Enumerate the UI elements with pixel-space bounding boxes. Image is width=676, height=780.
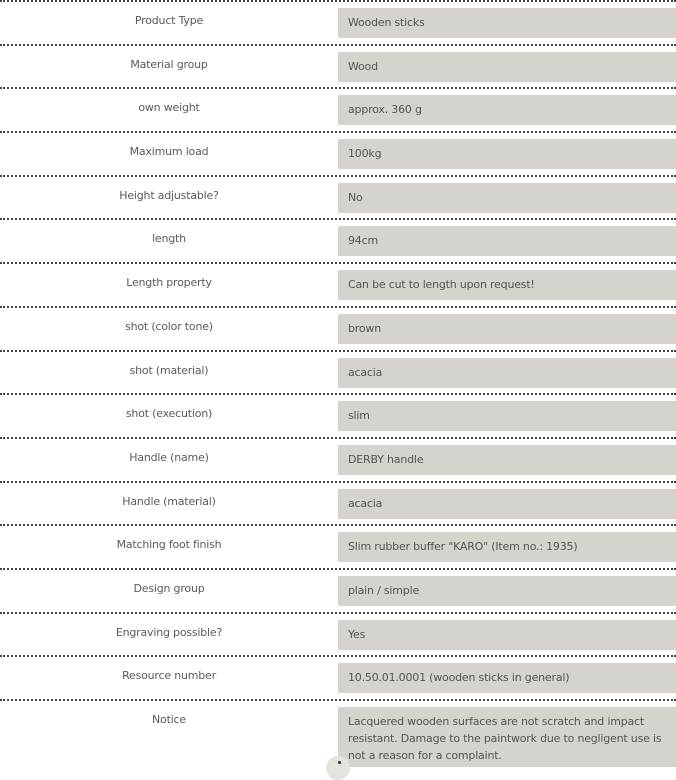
- spec-value: approx. 360 g: [338, 95, 676, 125]
- spec-row-handle-material: [0, 481, 676, 525]
- spec-label: Height adjustable?: [119, 188, 219, 202]
- spec-label: Handle (name): [129, 450, 209, 464]
- spec-row-length-property: [0, 262, 676, 306]
- spec-value: 10.50.01.0001 (wooden sticks in general): [338, 663, 676, 693]
- spec-row-handle-name: [0, 437, 676, 481]
- spec-label: Length property: [126, 276, 212, 290]
- spec-row-height-adjustable: [0, 175, 676, 219]
- spec-value: Wood: [338, 52, 676, 82]
- spec-label: Design group: [133, 581, 205, 595]
- spec-row-matching-foot-finish: [0, 524, 676, 568]
- spec-value: No: [338, 183, 676, 213]
- spec-label: Handle (material): [122, 494, 216, 508]
- spec-value: Can be cut to length upon request!: [338, 270, 676, 300]
- spec-value: DERBY handle: [338, 445, 676, 475]
- spec-row-resource-number: [0, 655, 676, 699]
- spec-value: acacia: [338, 358, 676, 388]
- spec-value: Lacquered wooden surfaces are not scratch and impact resistant. Damage to the paintwork due to negligent use is not a reason for a complaint.: [338, 707, 676, 767]
- spec-label: length: [152, 232, 186, 246]
- spec-label: own weight: [138, 101, 200, 115]
- spec-row-material-group: [0, 44, 676, 88]
- spec-row-shot-execution: [0, 393, 676, 437]
- spec-label: Product Type: [134, 14, 204, 27]
- spec-row-shot-color-tone: [0, 306, 676, 350]
- spec-label: shot (material): [129, 363, 209, 377]
- spec-value: Wooden sticks: [338, 8, 676, 38]
- dot-icon: [338, 761, 341, 764]
- spec-value: brown: [338, 314, 676, 344]
- spec-value: Slim rubber buffer "KARO" (Item no.: 1935): [338, 532, 676, 562]
- spec-label: Engraving possible?: [115, 625, 223, 639]
- spec-label: Material group: [130, 57, 208, 71]
- scroll-hint-button[interactable]: [326, 756, 350, 780]
- spec-label: Resource number: [122, 669, 216, 683]
- spec-row-engraving-possible: [0, 612, 676, 656]
- spec-value: acacia: [338, 489, 676, 519]
- spec-value: 100kg: [338, 139, 676, 169]
- spec-label: Notice: [152, 713, 186, 726]
- spec-label: shot (execution): [125, 407, 213, 421]
- spec-row-maximum-load: [0, 131, 676, 175]
- spec-row-shot-material: [0, 350, 676, 394]
- spec-label: Matching foot finish: [116, 538, 222, 552]
- spec-label: shot (color tone): [125, 319, 213, 333]
- spec-value: plain / simple: [338, 576, 676, 606]
- spec-value: 94cm: [338, 226, 676, 256]
- spec-value: slim: [338, 401, 676, 431]
- spec-row-own-weight: [0, 87, 676, 131]
- spec-label: Maximum load: [129, 145, 209, 159]
- spec-row-length: [0, 218, 676, 262]
- spec-row-product-type: [0, 0, 676, 44]
- spec-value: Yes: [338, 620, 676, 650]
- spec-row-design-group: [0, 568, 676, 612]
